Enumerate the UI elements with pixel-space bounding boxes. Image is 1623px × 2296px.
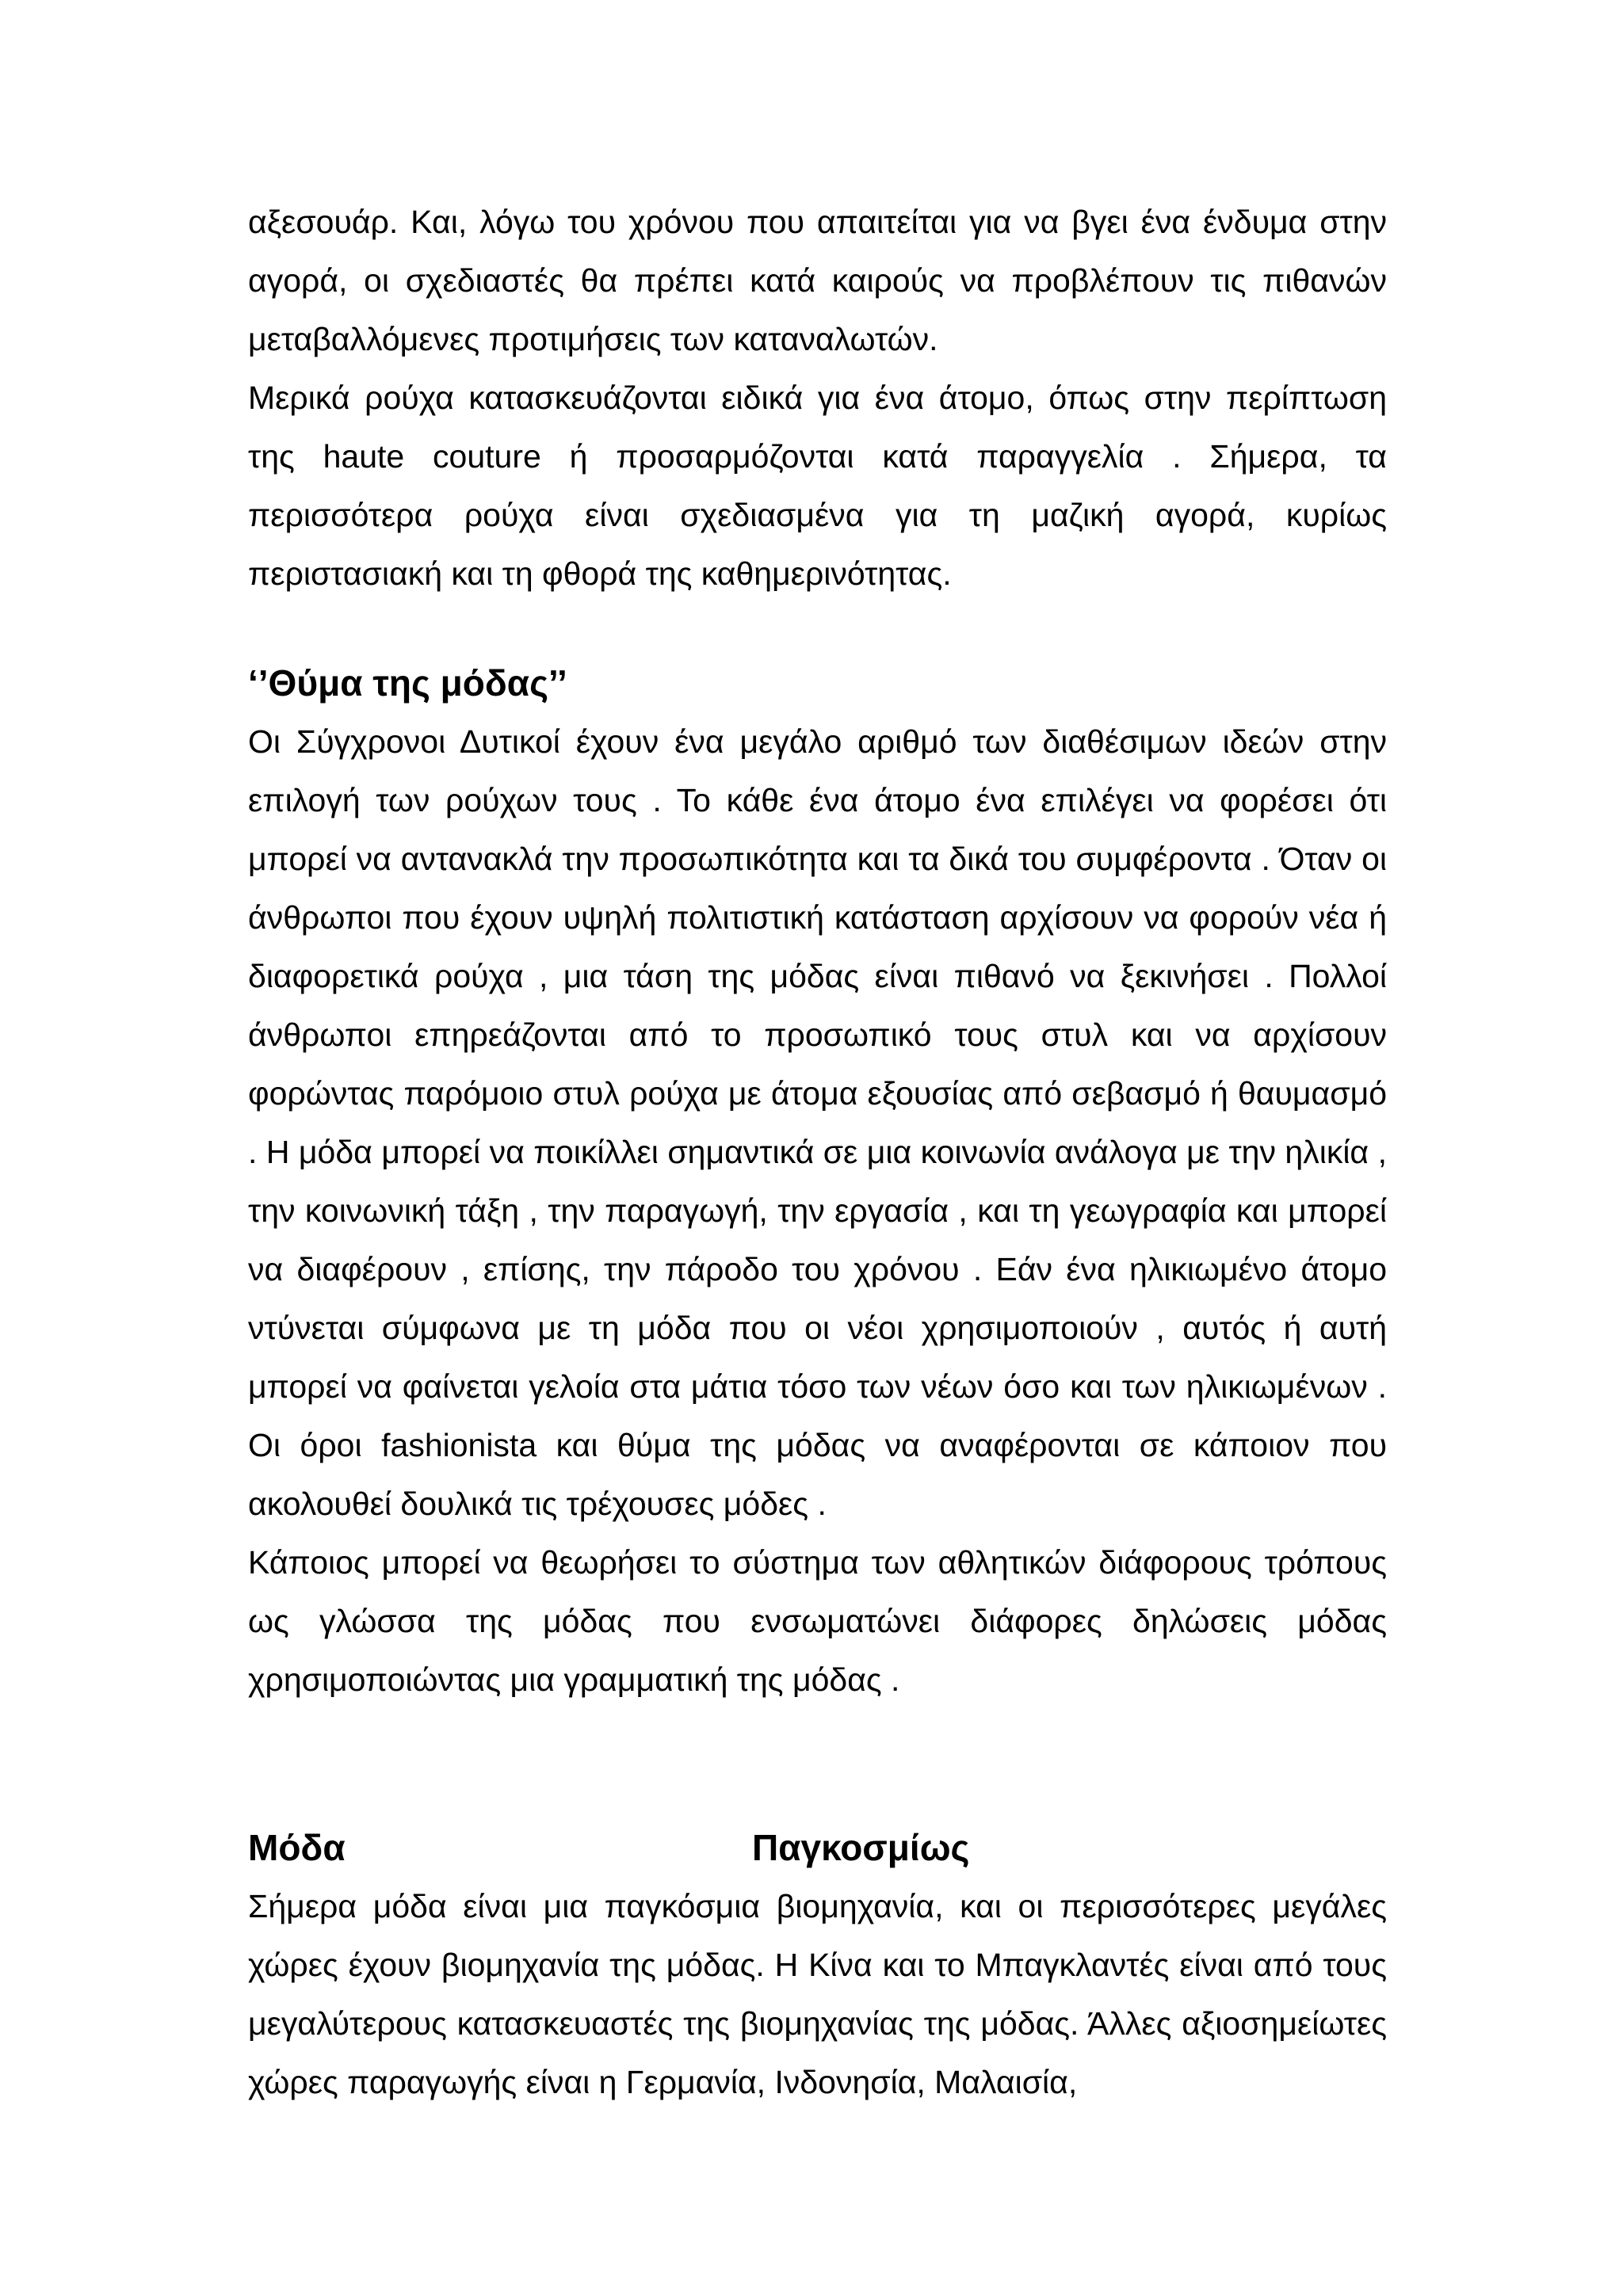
section-heading-fashion-victim: ‘’Θύμα της μόδας’’ [248,662,567,704]
paragraph: Σήμερα μόδα είναι μια παγκόσμια βιομηχανία, και οι περισσότερες μεγάλες χώρες έχουν βιομηχανία της μόδας. Η Κίνα και το Μπαγκλαντές είναι από τους μεγαλύτερους κατασκευαστές της βιομηχανίας της μόδας. Άλλες αξιοσημείωτες χώρες παραγωγής είναι η Γερμανία, Ινδονησία, Μαλαισία, [248,1888,1387,2100]
paragraph: αξεσουάρ. Και, λόγω του χρόνου που απαιτείται για να βγει ένα ένδυμα στην αγορά, οι σχεδιαστές θα πρέπει κατά καιρούς να προβλέπουν τις πιθανών μεταβαλλόμενες προτιμήσεις των καταναλωτών. [248,204,1387,357]
paragraph: Μερικά ρούχα κατασκευάζονται ειδικά για ένα άτομο, όπως στην περίπτωση της haute couture ή προσαρμόζονται κατά παραγγελία . Σήμερα, τα περισσότερα ρούχα είναι σχεδιασμένα για τη μαζική αγορά, κυρίως περιστασιακή και τη φθορά της καθημερινότητας. [248,379,1387,592]
spacer [248,603,1387,654]
section-heading-fashion-worldwide [248,1818,1387,1877]
paragraph: Οι Σύγχρονοι Δυτικοί έχουν ένα μεγάλο αριθμό των διαθέσιμων ιδεών στην επιλογή των ρούχων τους . Το κάθε ένα άτομο ένα επιλέγει να φορέσει ότι μπορεί να αντανακλά την προσωπικότητα και τα δικά του συμφέροντα . Όταν οι άνθρωποι που έχουν υψηλή πολιτιστική κατάσταση αρχίσουν να φορούν νέα ή διαφορετικά ρούχα , μια τάση της μόδας είναι πιθανό να ξεκινήσει . Πολλοί άνθρωποι επηρεάζονται από το προσωπικό τους στυλ και να αρχίσουν φορώντας παρόμοιο στυλ ρούχα με άτομα εξουσίας από σεβασμό ή θαυμασμό . Η μόδα μπορεί να ποικίλλει σημαντικά σε μια κοινωνία ανάλογα με την ηλικία , την κοινωνική τάξη , την παραγωγή, την εργασία , και τη γεωγραφία και μπορεί να διαφέρουν , επίσης, την πάροδο του χρόνου . Εάν ένα ηλικιωμένο άτομο ντύνεται σύμφωνα με τη μόδα που οι νέοι χρησιμοποιούν , αυτός ή αυτή μπορεί να φαίνεται γελοία στα μάτια τόσο των νέων όσο και των ηλικιωμένων . Οι όροι fashionista και θύμα της μόδας να αναφέρονται σε κάποιον που ακολουθεί δουλικά τις τρέχουσες μόδες . [248,723,1387,1522]
document-body [248,193,1387,2111]
heading-word-right: Παγκοσμίως [752,1827,970,1868]
heading-word-left: Μόδα [248,1827,346,1868]
paragraph: Κάποιος μπορεί να θεωρήσει το σύστημα των αθλητικών διάφορους τρόπους ως γλώσσα της μόδας που ενσωματώνει διάφορες δηλώσεις μόδας χρησιμοποιώντας μια γραμματική της μόδας . [248,1544,1387,1698]
spacer [248,1709,1387,1818]
